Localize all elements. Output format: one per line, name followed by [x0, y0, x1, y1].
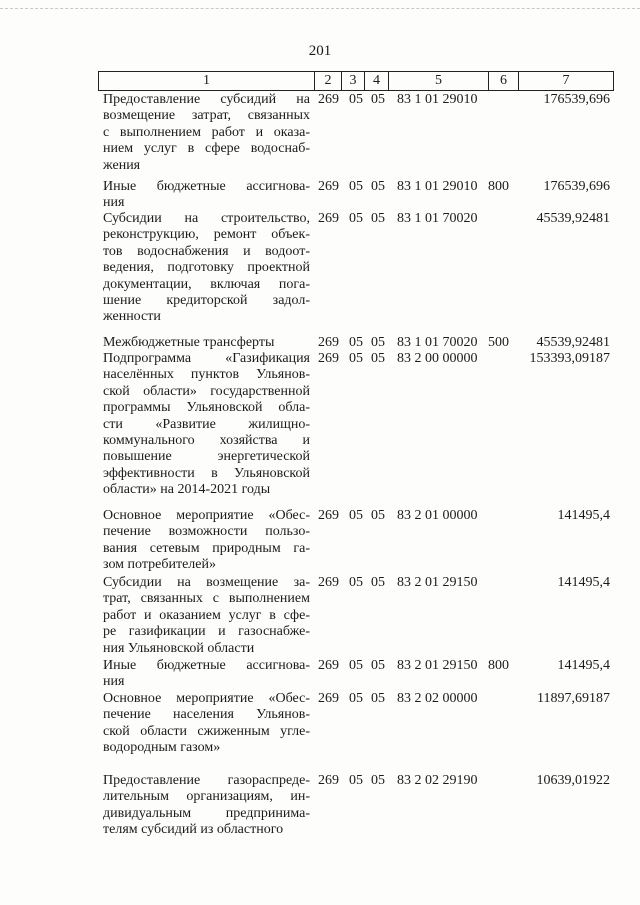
row-description-line: Субсидии на возмещение за-	[103, 575, 310, 590]
row-amount: 45539,92481	[536, 211, 610, 226]
row-description-line: ния	[103, 195, 125, 211]
row-description-line: ния	[103, 674, 125, 690]
row-subsection: 05	[371, 773, 385, 788]
row-description-line: Подпрограмма «Газификация	[103, 351, 310, 366]
header-col-5: 5	[389, 72, 489, 90]
header-col-1: 1	[99, 72, 315, 90]
row-subsection: 05	[371, 575, 385, 590]
row-target-article: 83 2 02 00000	[397, 691, 478, 706]
row-description-line: с выполнением работ и оказа-	[103, 124, 310, 140]
row-description-line: ния Ульяновской области	[103, 640, 255, 656]
row-amount: 176539,696	[543, 92, 610, 107]
row-description	[103, 92, 310, 174]
row-description-line: Иные бюджетные ассигнова-	[103, 179, 310, 194]
row-subsection: 05	[371, 508, 385, 523]
row-gov-code: 269	[318, 335, 339, 350]
row-description-line: Предоставление субсидий на	[103, 92, 310, 107]
row-section: 05	[349, 92, 363, 107]
row-description-line: населённых пунктов Ульянов-	[103, 367, 310, 383]
row-gov-code: 269	[318, 508, 339, 523]
row-target-article: 83 2 02 29190	[397, 773, 478, 788]
table-row	[0, 508, 640, 574]
row-description-line: печение населения Ульянов-	[103, 707, 310, 723]
row-section: 05	[349, 211, 363, 226]
row-description	[103, 508, 310, 574]
table-row	[0, 92, 640, 174]
row-description-line: ре газификации и газоснабже-	[103, 624, 310, 640]
table-row	[0, 575, 640, 657]
row-description-line: женности	[103, 309, 161, 325]
row-subsection: 05	[371, 335, 385, 350]
row-description-line: зом потребителей»	[103, 557, 216, 573]
row-description-line: Субсидии на строительство,	[103, 211, 310, 226]
row-section: 05	[349, 179, 363, 194]
page-number: 201	[308, 43, 332, 59]
row-description-line: Предоставление газораспреде-	[103, 773, 310, 788]
row-target-article: 83 2 01 29150	[397, 575, 478, 590]
row-description-line: возмещение затрат, связанных	[103, 108, 310, 124]
row-section: 05	[349, 575, 363, 590]
row-description-line: коммунального хозяйства и	[103, 433, 310, 449]
row-amount: 176539,696	[543, 179, 610, 194]
row-description	[103, 211, 310, 326]
row-subsection: 05	[371, 691, 385, 706]
row-gov-code: 269	[318, 179, 339, 194]
row-description-line: области» на 2014-2021 годы	[103, 482, 271, 498]
row-description-line: Основное мероприятие «Обес-	[103, 508, 310, 523]
row-gov-code: 269	[318, 691, 339, 706]
row-target-article: 83 2 00 00000	[397, 351, 478, 366]
row-gov-code: 269	[318, 575, 339, 590]
row-description-line: ской области» государственной	[103, 383, 310, 399]
row-description-line: ской области сжиженным угле-	[103, 723, 310, 739]
row-target-article: 83 2 01 00000	[397, 508, 478, 523]
row-description-line: шение кредиторской задол-	[103, 293, 310, 309]
row-amount: 11897,69187	[537, 691, 610, 706]
row-description	[103, 691, 310, 757]
row-subsection: 05	[371, 179, 385, 194]
row-description	[103, 179, 310, 212]
row-expense-type: 800	[488, 179, 509, 194]
row-description-line: нием услуг в сфере водоснаб-	[103, 141, 310, 157]
row-target-article: 83 1 01 29010	[397, 92, 478, 107]
row-description-line: жения	[103, 157, 141, 173]
row-description-line: эффективности в Ульяновской	[103, 465, 310, 481]
row-amount: 153393,09187	[529, 351, 610, 366]
row-description-line: трат, связанных с выполнением	[103, 591, 310, 607]
row-gov-code: 269	[318, 658, 339, 673]
row-description-line: реконструкцию, ремонт объек-	[103, 227, 310, 243]
row-description	[103, 658, 310, 691]
row-description-line: Иные бюджетные ассигнова-	[103, 658, 310, 673]
row-description-line: водородным газом»	[103, 740, 221, 756]
row-subsection: 05	[371, 211, 385, 226]
header-col-6: 6	[489, 72, 519, 90]
row-description	[103, 351, 310, 499]
table-row	[0, 773, 640, 839]
table-row	[0, 691, 640, 757]
row-target-article: 83 1 01 70020	[397, 211, 478, 226]
row-description-line: документации, включая пога-	[103, 276, 310, 292]
row-target-article: 83 2 01 29150	[397, 658, 478, 673]
row-amount: 141495,4	[557, 575, 610, 590]
row-section: 05	[349, 691, 363, 706]
row-subsection: 05	[371, 658, 385, 673]
row-section: 05	[349, 508, 363, 523]
row-description	[103, 773, 310, 839]
row-section: 05	[349, 658, 363, 673]
row-description-line: программы Ульяновской обла-	[103, 400, 310, 416]
header-col-4: 4	[365, 72, 389, 90]
row-gov-code: 269	[318, 211, 339, 226]
row-section: 05	[349, 351, 363, 366]
table-row	[0, 351, 640, 499]
row-description-line: тов водоснабжения и водоот-	[103, 243, 310, 259]
row-description-line: вания сетевым природным га-	[103, 540, 310, 556]
table-row	[0, 179, 640, 212]
row-amount: 141495,4	[557, 658, 610, 673]
row-description-line: Межбюджетные трансферты	[103, 335, 275, 350]
row-target-article: 83 1 01 70020	[397, 335, 478, 350]
row-section: 05	[349, 773, 363, 788]
row-gov-code: 269	[318, 351, 339, 366]
row-expense-type: 800	[488, 658, 509, 673]
row-description-line: дивидуальным предпринима-	[103, 805, 310, 821]
table-row	[0, 658, 640, 691]
row-amount: 45539,92481	[536, 335, 610, 350]
row-description-line: повышение энергетической	[103, 449, 310, 465]
row-description-line: сти «Развитие жилищно-	[103, 416, 310, 432]
row-subsection: 05	[371, 92, 385, 107]
row-description-line: Основное мероприятие «Обес-	[103, 691, 310, 706]
row-subsection: 05	[371, 351, 385, 366]
row-gov-code: 269	[318, 92, 339, 107]
column-header-row	[98, 71, 614, 91]
row-description-line: ведения, подготовку проектной	[103, 260, 310, 276]
row-description	[103, 575, 310, 657]
row-section: 05	[349, 335, 363, 350]
header-col-3: 3	[342, 72, 365, 90]
row-expense-type: 500	[488, 335, 509, 350]
row-description-line: телям субсидий из областного	[103, 822, 284, 838]
scan-edge-top	[0, 8, 640, 10]
header-col-7: 7	[562, 73, 570, 88]
row-description-line: работ и оказанием услуг в сфе-	[103, 607, 310, 623]
row-gov-code: 269	[318, 773, 339, 788]
header-col-2: 2	[315, 72, 342, 90]
row-target-article: 83 1 01 29010	[397, 179, 478, 194]
row-description-line: печение возможности пользо-	[103, 524, 310, 540]
row-description	[103, 335, 310, 351]
row-amount: 10639,01922	[536, 773, 610, 788]
row-description-line: лительным организациям, ин-	[103, 789, 310, 805]
row-amount: 141495,4	[557, 508, 610, 523]
table-row	[0, 335, 640, 351]
table-row	[0, 211, 640, 326]
